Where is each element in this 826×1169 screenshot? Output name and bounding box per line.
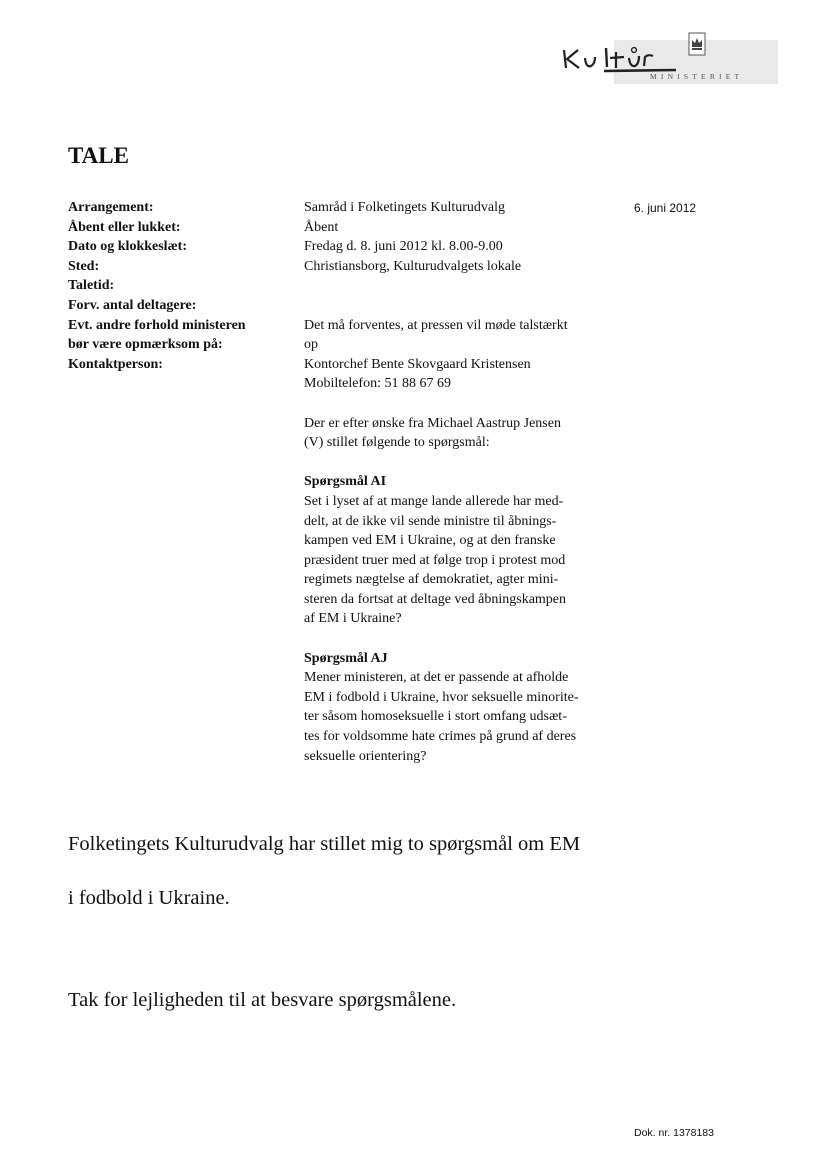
intro-line-2: (V) stillet følgende to spørgsmål: — [304, 435, 490, 451]
speech-paragraph-1-line-1: Folketingets Kulturudvalg har stillet mig to spørgsmål om EM — [68, 833, 581, 855]
value-location: Christiansborg, Kulturudvalgets lokale — [304, 258, 522, 274]
logo-ministeriet-text: MINISTERIET — [650, 72, 744, 81]
question-ai-line: regimets nægtelse af demokratiet, agter mini- — [304, 572, 559, 588]
label-contact-person: Kontaktperson: — [68, 356, 163, 372]
value-arrangement: Samråd i Folketingets Kulturudvalg — [304, 200, 506, 215]
intro-line-1: Der er efter ønske fra Michael Aastrup Jensen — [304, 415, 561, 431]
label-speaking-time: Taletid: — [68, 278, 115, 294]
label-other-matters-line1: Evt. andre forhold ministeren — [68, 317, 246, 333]
value-date-time: Fredag d. 8. juni 2012 kl. 8.00-9.00 — [304, 239, 503, 255]
question-ai-line: delt, at de ikke vil sende ministre til åbnings- — [304, 513, 557, 529]
value-contact-name: Kontorchef Bente Skovgaard Kristensen — [304, 356, 531, 372]
value-other-matters-line1: Det må forventes, at pressen vil møde talstærkt — [304, 317, 568, 333]
ministry-logo — [558, 30, 778, 86]
question-aj-line: EM i fodbold i Ukraine, hvor seksuelle minorite- — [304, 689, 579, 705]
value-contact-phone: Mobiltelefon: 51 88 67 69 — [304, 376, 451, 392]
value-speaking-time — [304, 276, 634, 296]
document-date: 6. juni 2012 — [634, 201, 697, 215]
question-aj-heading: Spørgsmål AJ — [304, 650, 388, 666]
question-ai-line: kampen ved EM i Ukraine, og at den franske — [304, 533, 556, 549]
speech-paragraph-1-line-2: i fodbold i Ukraine. — [68, 887, 230, 909]
question-aj-line: ter såsom homoseksuelle i stort omfang udsæt- — [304, 709, 567, 725]
question-ai-line: steren da fortsat at deltage ved åbningskampen — [304, 591, 567, 607]
label-other-matters-line2: bør være opmærksom på: — [68, 337, 223, 353]
field-values — [304, 198, 634, 766]
question-aj-line: seksuelle orientering? — [304, 748, 427, 764]
question-aj-line: tes for voldsomme hate crimes på grund af deres — [304, 729, 577, 745]
value-participants — [304, 296, 634, 316]
question-ai-line: af EM i Ukraine? — [304, 611, 402, 627]
question-aj-line: Mener ministeren, at det er passende at afholde — [304, 670, 569, 686]
speech-paragraph-2: Tak for lejligheden til at besvare spørgsmålene. — [68, 989, 457, 1011]
label-date-time: Dato og klokkeslæt: — [68, 239, 188, 255]
value-other-matters-line2: op — [304, 337, 318, 353]
label-open-closed: Åbent eller lukket: — [68, 219, 181, 235]
page-title: TALE — [68, 143, 129, 168]
question-ai-line: Set i lyset af at mange lande allerede har med- — [304, 493, 564, 509]
question-ai-heading: Spørgsmål AI — [304, 474, 387, 490]
label-participants: Forv. antal deltagere: — [68, 297, 197, 313]
field-labels — [68, 198, 300, 374]
question-ai-line: præsident truer med at følge trop i protest mod — [304, 552, 566, 568]
value-open-closed: Åbent — [304, 219, 339, 235]
label-arrangement: Arrangement: — [68, 200, 154, 215]
label-location: Sted: — [68, 258, 100, 274]
crown-icon — [688, 32, 706, 56]
document-number: Dok. nr. 1378183 — [634, 1127, 714, 1139]
